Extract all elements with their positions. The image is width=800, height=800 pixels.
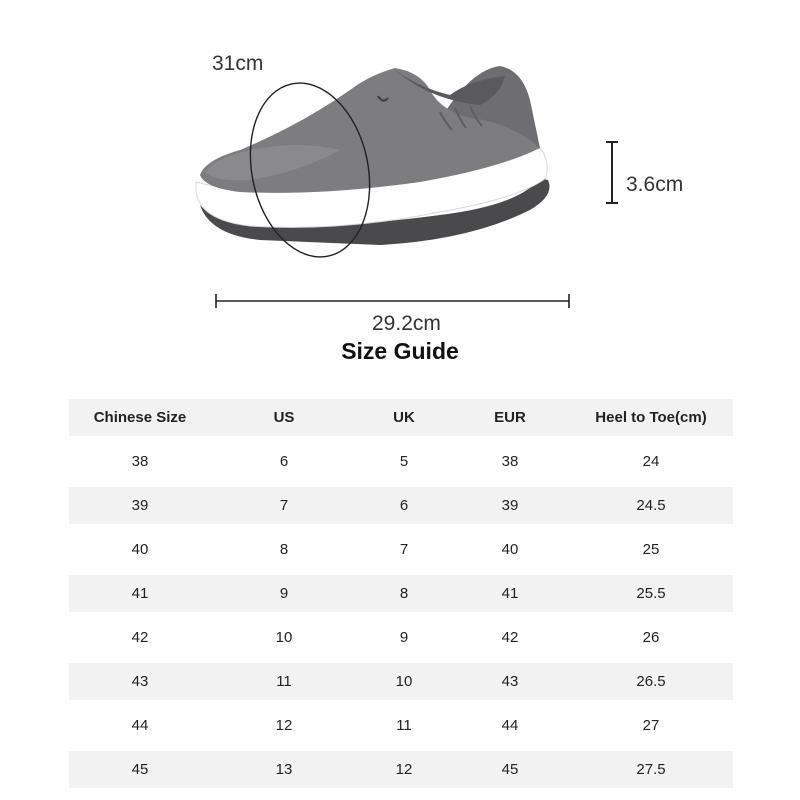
table-row <box>69 575 733 612</box>
cell-chinese-size: 41 <box>131 585 149 602</box>
cell-chinese-size: 44 <box>131 717 149 734</box>
cell-heel-to-toe: 24.5 <box>636 497 666 514</box>
table-row <box>69 487 733 524</box>
table-row <box>69 443 733 480</box>
cell-uk: 9 <box>399 629 409 646</box>
cell-uk: 7 <box>399 541 409 558</box>
table-header-row <box>69 399 733 436</box>
cell-heel-to-toe: 24 <box>642 453 660 470</box>
cell-chinese-size: 40 <box>131 541 149 558</box>
header-heel-to-toe: Heel to Toe(cm) <box>595 409 707 426</box>
table-row <box>69 663 733 700</box>
cell-heel-to-toe: 26.5 <box>636 673 666 690</box>
header-eur: EUR <box>494 409 526 426</box>
table-row <box>69 619 733 656</box>
cell-uk: 12 <box>395 761 413 778</box>
cell-us: 6 <box>279 453 289 470</box>
cell-eur: 44 <box>501 717 519 734</box>
cell-uk: 5 <box>399 453 409 470</box>
length-label: 29.2cm <box>372 312 441 335</box>
cell-us: 11 <box>276 673 292 690</box>
cell-eur: 39 <box>501 497 519 514</box>
header-uk: UK <box>393 409 415 426</box>
cell-heel-to-toe: 26 <box>642 629 660 646</box>
cell-us: 12 <box>275 717 293 734</box>
cell-heel-to-toe: 27 <box>642 717 660 734</box>
cell-chinese-size: 39 <box>131 497 149 514</box>
header-us: US <box>273 409 295 426</box>
cell-us: 10 <box>275 629 293 646</box>
cell-us: 7 <box>279 497 289 514</box>
heel-height-label: 3.6cm <box>626 173 684 196</box>
cell-heel-to-toe: 25.5 <box>636 585 666 602</box>
cell-eur: 43 <box>501 673 519 690</box>
cell-chinese-size: 45 <box>131 761 149 778</box>
cell-eur: 40 <box>501 541 519 558</box>
cell-chinese-size: 42 <box>131 629 149 646</box>
cell-heel-to-toe: 27.5 <box>636 761 666 778</box>
product-illustration <box>0 0 800 345</box>
cell-us: 8 <box>279 541 289 558</box>
cell-us: 9 <box>279 585 289 602</box>
girth-label: 31cm <box>212 52 264 75</box>
cell-heel-to-toe: 25 <box>642 541 660 558</box>
cell-uk: 8 <box>399 585 409 602</box>
cell-uk: 6 <box>399 497 409 514</box>
table-row <box>69 707 733 744</box>
cell-eur: 42 <box>501 629 519 646</box>
cell-chinese-size: 38 <box>131 453 149 470</box>
page-title: Size Guide <box>341 338 459 364</box>
cell-eur: 45 <box>501 761 519 778</box>
table-row <box>69 531 733 568</box>
cell-eur: 41 <box>501 585 519 602</box>
header-chinese-size: Chinese Size <box>93 409 187 426</box>
cell-uk: 11 <box>396 717 412 734</box>
cell-chinese-size: 43 <box>131 673 149 690</box>
cell-uk: 10 <box>395 673 413 690</box>
cell-us: 13 <box>275 761 293 778</box>
table-row <box>69 751 733 788</box>
cell-eur: 38 <box>501 453 519 470</box>
size-table <box>69 399 733 795</box>
